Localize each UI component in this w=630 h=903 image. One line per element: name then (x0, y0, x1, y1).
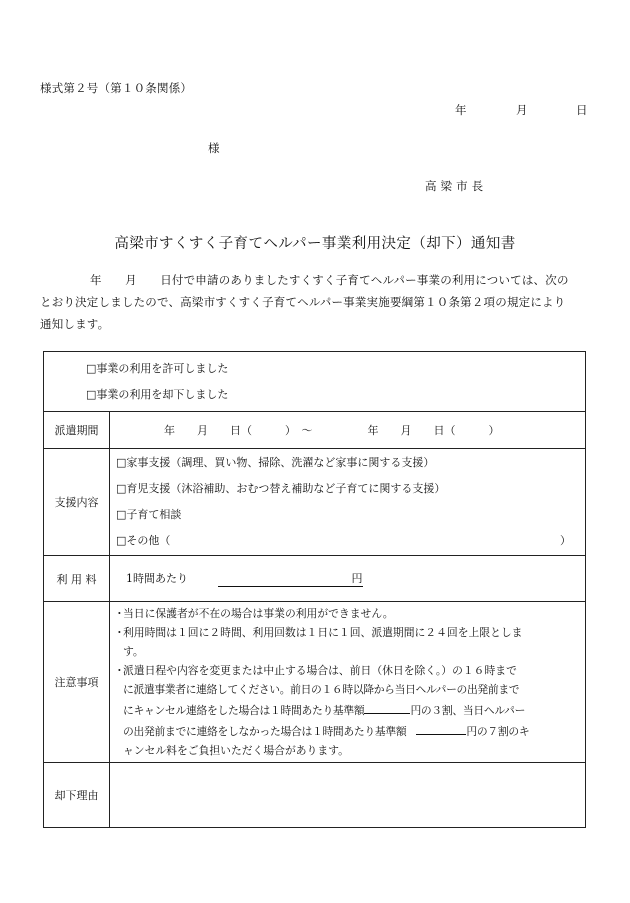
support-other-close-paren: ） (560, 534, 571, 547)
notification-table (43, 351, 586, 828)
intro-line-2: とおり決定しましたので、高梁市すくすく子育てヘルパー事業実施要綱第１０条第２項の規定により (40, 295, 566, 309)
fee-prefix: 1時間あたり (126, 572, 188, 585)
note-item-1: ・ 当日に保護者が不在の場合は事業の利用ができません。 (114, 607, 394, 620)
note-item-3: ・ 派遣日程や内容を変更または中止する場合は、前日（休日を除く。）の１６時まで に派遣事業者に連絡してください。前日の１６時以降から当日ヘルパーの出発前まで にキャンセル連絡をした場合は１時間あたり基準額 円の３割、当日ヘルパー の出発前までに連絡をしなかった場合は１時間あたり基準額 円の７割のキ ャンセル料をご負担いただく場合があります。 (114, 664, 530, 757)
issuer: 高 梁 市 長 (425, 179, 484, 193)
decision-row (44, 352, 586, 412)
notes-row (44, 602, 586, 763)
decision-permit-checkbox[interactable]: □事業の利用を許可しました (86, 361, 229, 375)
support-item-housework[interactable]: □家事支援（調理、買い物、掃除、洗濯など家事に関する支援） (116, 456, 435, 469)
support-item-other[interactable]: □その他（ (116, 534, 171, 547)
decision-reject-checkbox[interactable]: □事業の利用を却下しました (86, 387, 229, 401)
rejection-reason-label: 却下理由 (44, 763, 110, 828)
intro-line-3: 通知します。 (40, 317, 110, 331)
intro-line-1: 年 月 日付で申請のありましたすくすく子育てヘルパー事業の利用については、次の (90, 273, 569, 287)
cancel-fee-base-field-2[interactable] (416, 720, 466, 735)
rejection-reason-field[interactable] (110, 763, 586, 828)
dispatch-period-value: 年 月 日（ ） ～ 年 月 日（ ） (164, 424, 500, 437)
fee-unit: 円 (351, 572, 363, 585)
support-row (44, 449, 586, 556)
page-title: 高梁市すくすく子育てヘルパー事業利用決定（却下）通知書 (114, 236, 516, 252)
addressee-suffix: 様 (208, 141, 220, 155)
support-item-consultation[interactable]: □子育て相談 (116, 508, 182, 521)
cancel-fee-base-field-1[interactable] (364, 699, 410, 714)
date-year-label: 年 (455, 103, 467, 117)
support-label: 支援内容 (44, 449, 110, 556)
dispatch-period-label: 派遣期間 (44, 412, 110, 449)
note-item-2: ・ 利用時間は１回に２時間、利用回数は１日に１回、派遣期間に２４回を上限としま す。 (114, 626, 523, 658)
dispatch-period-row (44, 412, 586, 449)
rejection-reason-row (44, 763, 586, 828)
fee-label: 利 用 料 (44, 556, 110, 602)
date-day-label: 日 (576, 103, 588, 117)
support-item-childcare[interactable]: □育児支援（沐浴補助、おむつ替え補助など子育てに関する支援） (116, 482, 446, 495)
fee-amount-field[interactable] (218, 572, 363, 587)
date-month-label: 月 (516, 103, 528, 117)
form-number: 様式第２号（第１０条関係） (40, 81, 193, 95)
fee-row (44, 556, 586, 602)
notes-label: 注意事項 (44, 602, 110, 763)
